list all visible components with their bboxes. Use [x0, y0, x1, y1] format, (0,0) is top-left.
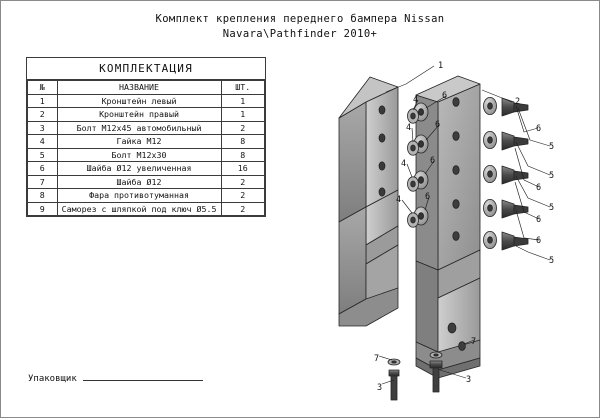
callout-number: 5	[549, 171, 555, 181]
table-row	[28, 175, 265, 189]
cell-name: Фара противотуманная	[57, 189, 221, 203]
cell-name: Шайба Ø12	[57, 175, 221, 189]
packer-signature-line	[83, 372, 203, 381]
callout-number: 3	[377, 383, 383, 393]
cell-no: 2	[28, 108, 58, 122]
cell-no: 5	[28, 148, 58, 162]
callout-number: 6	[536, 124, 542, 134]
callout-number: 5	[549, 203, 555, 213]
page-title	[0, 12, 600, 42]
page-title-line-2: Navara\Pathfinder 2010+	[222, 28, 378, 40]
table-row	[28, 189, 265, 203]
cell-qty: 2	[221, 189, 264, 203]
table-row	[28, 162, 265, 176]
cell-name: Шайба Ø12 увеличенная	[57, 162, 221, 176]
cell-name: Болт М12х45 автомобильный	[57, 121, 221, 135]
callout-number: 4	[406, 123, 412, 133]
cell-no: 1	[28, 94, 58, 108]
table-row	[28, 202, 265, 216]
cell-name: Кронштейн правый	[57, 108, 221, 122]
cell-no: 6	[28, 162, 58, 176]
callout-number: 4	[396, 195, 402, 205]
cell-name: Болт М12х30	[57, 148, 221, 162]
callout-number: 2	[515, 97, 521, 107]
packer-label: Упаковщик	[28, 374, 77, 384]
cell-qty: 1	[221, 108, 264, 122]
callout-number: 5	[549, 142, 555, 152]
parts-specification-table	[26, 57, 266, 217]
page-title-line-1: Комплект крепления переднего бампера Nissan	[155, 13, 445, 25]
column-header-name: НАЗВАНИЕ	[57, 81, 221, 95]
cell-no: 3	[28, 121, 58, 135]
callout-number: 4	[413, 95, 419, 105]
cell-no: 8	[28, 189, 58, 203]
callout-number: 6	[536, 183, 542, 193]
assembly-illustration	[266, 40, 596, 410]
callout-number: 1	[438, 61, 444, 71]
cell-qty: 2	[221, 121, 264, 135]
cell-no: 9	[28, 202, 58, 216]
callout-number: 6	[430, 156, 436, 166]
callout-number: 6	[442, 91, 448, 101]
cell-qty: 8	[221, 135, 264, 149]
callout-number: 5	[549, 256, 555, 266]
callout-number: 6	[536, 215, 542, 225]
cell-qty: 2	[221, 175, 264, 189]
callout-number: 7	[374, 354, 380, 364]
assembly-drawing	[266, 40, 596, 410]
cell-no: 4	[28, 135, 58, 149]
cell-qty: 1	[221, 94, 264, 108]
table-row	[28, 94, 265, 108]
column-header-qty: ШТ.	[221, 81, 264, 95]
cell-name: Саморез с шляпкой под ключ Ø5.5	[57, 202, 221, 216]
table-header-row	[28, 81, 265, 95]
callout-number: 3	[466, 375, 472, 385]
table-row	[28, 108, 265, 122]
callout-number: 7	[471, 337, 477, 347]
table-row	[28, 121, 265, 135]
callout-number: 6	[435, 120, 441, 130]
table-row	[28, 135, 265, 149]
packer-field	[28, 372, 203, 384]
table-row	[28, 148, 265, 162]
spec-table-caption: КОМПЛЕКТАЦИЯ	[27, 58, 265, 80]
callout-number: 4	[401, 159, 407, 169]
cell-qty: 2	[221, 202, 264, 216]
cell-qty: 8	[221, 148, 264, 162]
column-header-no: №	[28, 81, 58, 95]
cell-no: 7	[28, 175, 58, 189]
cell-name: Кронштейн левый	[57, 94, 221, 108]
callout-number: 6	[536, 236, 542, 246]
cell-qty: 16	[221, 162, 264, 176]
cell-name: Гайка М12	[57, 135, 221, 149]
callout-number: 6	[425, 192, 431, 202]
